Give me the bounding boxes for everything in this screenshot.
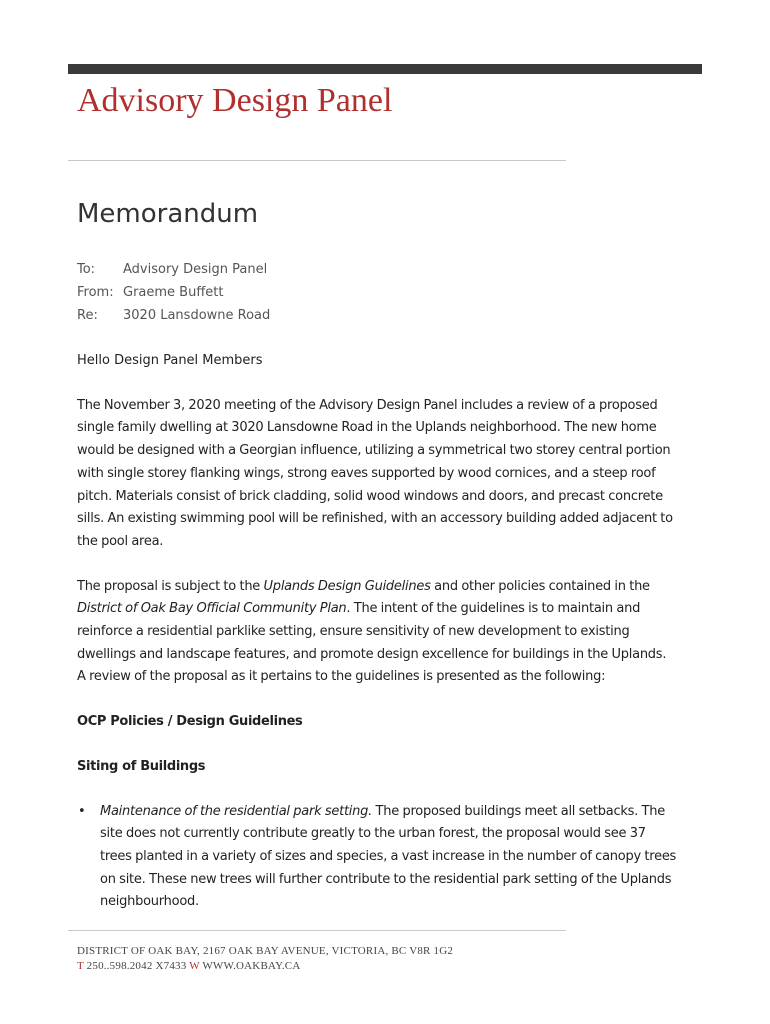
uplands-guidelines-reference: Uplands Design Guidelines — [263, 578, 431, 594]
bullet-title: Maintenance of the residential park setting. — [100, 803, 373, 819]
memo-body — [77, 350, 677, 914]
proposal-text-1: The proposal is subject to the — [77, 578, 264, 594]
section-heading-siting: Siting of Buildings — [77, 758, 206, 774]
phone-label: T — [77, 960, 84, 972]
memo-to-row — [77, 260, 270, 283]
web-label: W — [189, 960, 200, 972]
phone-number: 250..598.2042 X7433 — [83, 960, 190, 972]
ocp-reference: District of Oak Bay Official Community Plan — [77, 601, 347, 617]
footer-divider — [68, 930, 566, 931]
memo-from-value: Graeme Buffett — [123, 285, 224, 300]
panel-title: Advisory Design Panel — [77, 82, 393, 119]
greeting: Hello Design Panel Members — [77, 353, 263, 368]
memo-to-value: Advisory Design Panel — [123, 262, 268, 277]
footer-contact — [77, 959, 453, 974]
memo-re-label: Re: — [77, 308, 98, 323]
memo-to-label: To: — [77, 262, 96, 277]
footer-address: DISTRICT OF OAK BAY, 2167 OAK BAY AVENUE, VICTORIA, BC V8R 1G2 — [77, 945, 454, 957]
memo-re-row — [77, 306, 270, 329]
siting-list — [77, 801, 677, 915]
proposal-text-3: . The intent of the guidelines is to maintain and reinforce a residential parklike setting, ensure sensitivity of new development to existing dwellings and landscape features, and promote design excellence for buildings in the Uplands. A review of the proposal as it pertains to the guidelines is presented as the following: — [77, 601, 667, 685]
memo-from-label: From: — [77, 285, 114, 300]
memo-fields — [77, 260, 270, 329]
footer — [77, 944, 453, 974]
memo-title: Memorandum — [77, 199, 259, 229]
web-address: WWW.OAKBAY.CA — [199, 960, 301, 972]
header-divider — [68, 160, 566, 161]
proposal-paragraph — [77, 576, 677, 690]
proposal-text-2: and other policies contained in the — [430, 578, 650, 594]
memo-re-value: 3020 Lansdowne Road — [123, 308, 271, 323]
bullet-icon: • — [78, 803, 86, 819]
intro-paragraph: The November 3, 2020 meeting of the Advisory Design Panel includes a review of a proposed single family dwelling at 3020 Lansdowne Road in the Uplands neighborhood. The new home would be designed with a Georgian influence, utilizing a symmetrical two storey central portion with single storey flanking wings, strong eaves supported by wood cornices, and a steep roof pitch. Materials consist of brick cladding, solid wood windows and doors, and precast concrete sills. An existing swimming pool will be refinished, with an accessory building added adjacent to the pool area. — [77, 397, 673, 549]
section-heading-ocp: OCP Policies / Design Guidelines — [77, 714, 303, 730]
bullet-text: The proposed buildings meet all setbacks. The site does not currently contribute greatly to the urban forest, the proposal would see 37 trees planted in a variety of sizes and species, a vast increase in the number of canopy trees on site. These new trees will further contribute to the residential park setting of the Uplands neighbourhood. — [100, 803, 677, 910]
memo-from-row — [77, 283, 270, 306]
list-item — [77, 801, 677, 915]
header-bar — [68, 64, 702, 74]
